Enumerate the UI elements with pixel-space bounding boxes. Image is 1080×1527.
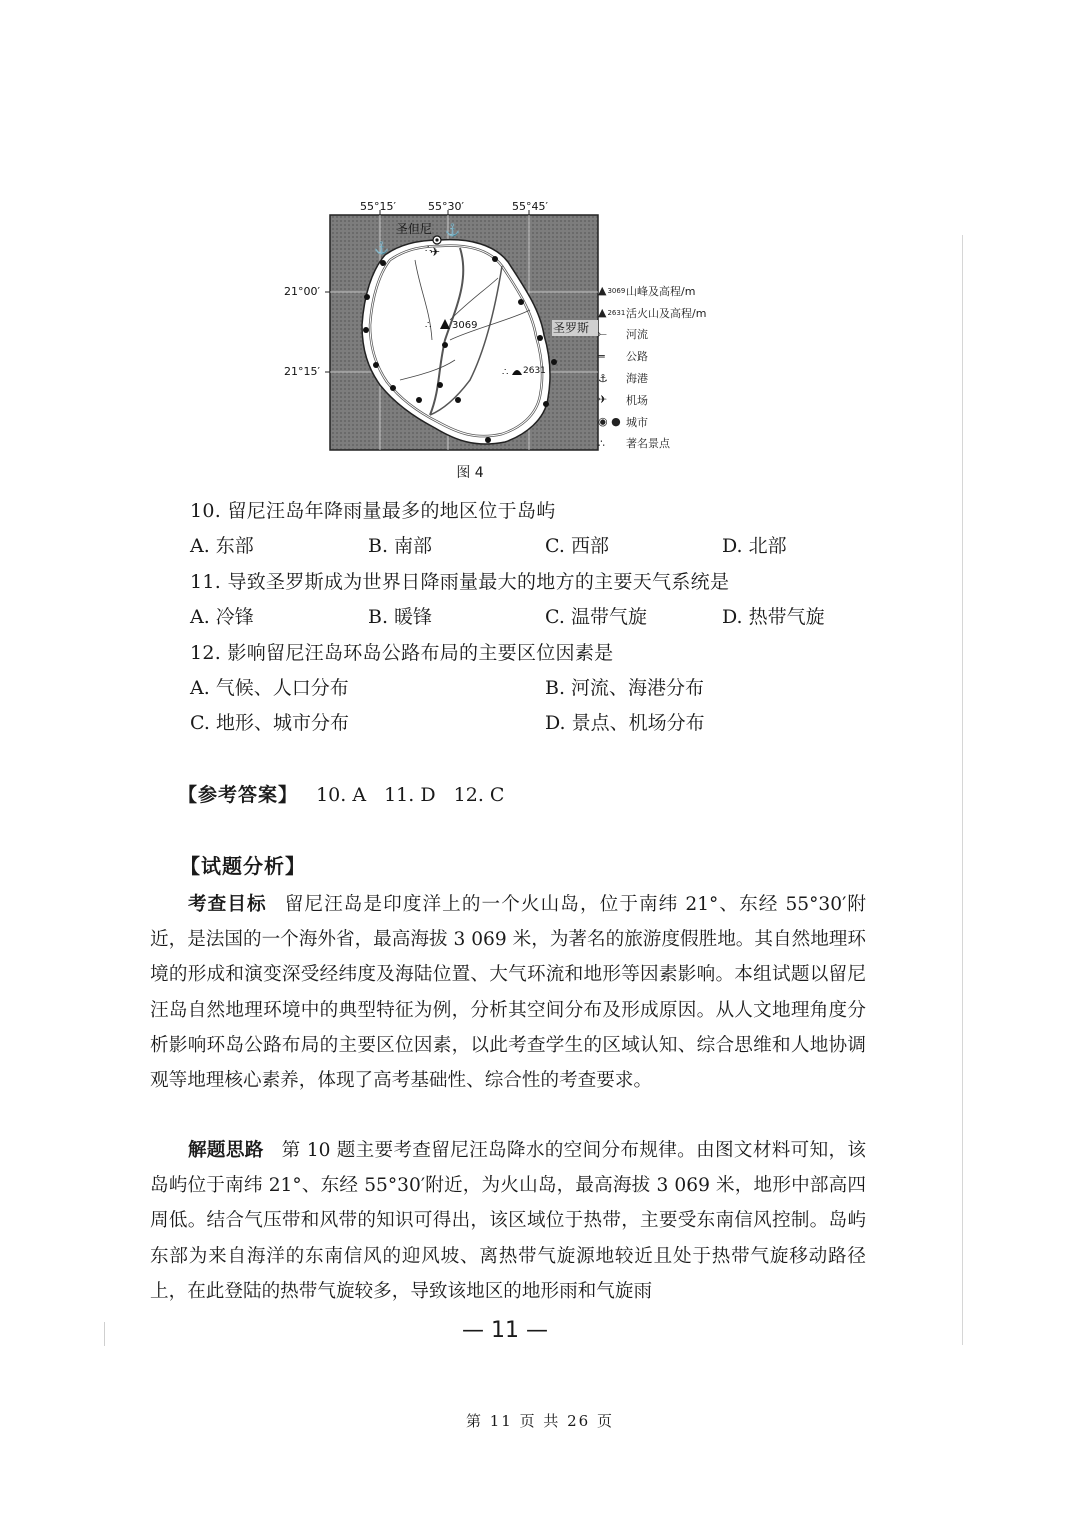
lon-label: 55°45′: [512, 200, 548, 213]
city-icon: ◉ ●: [598, 415, 621, 429]
legend-label: 山峰及高程/m: [626, 284, 696, 298]
reference-answer: [178, 780, 504, 807]
question-10-option-a: A. 东部: [190, 535, 254, 557]
question-10-option-c: C. 西部: [545, 535, 609, 557]
scenic-spot-icon: ∴: [598, 436, 605, 450]
answer-label: 【参考答案】: [178, 784, 299, 806]
place-label-east: 圣罗斯: [553, 321, 590, 335]
place-label-north: 圣但尼: [396, 222, 433, 236]
question-12-option-c: C. 地形、城市分布: [190, 712, 349, 734]
legend-item: [598, 280, 748, 302]
legend-item: [598, 389, 748, 411]
figure-caption: 图 4: [456, 465, 484, 481]
answer-item: 12. C: [453, 784, 505, 806]
scan-edge-line: [962, 235, 963, 1345]
svg-text:∴: ∴: [502, 367, 509, 378]
river-icon: ⤚: [598, 327, 607, 341]
peak-elevation: 3069: [452, 320, 478, 331]
legend-item: [598, 345, 748, 367]
mountain-peak-icon: ▲ 3069: [598, 284, 626, 298]
question-11-option-b: B. 暖锋: [368, 606, 433, 628]
road-icon: ═: [598, 349, 605, 363]
lon-label: 55°30′: [428, 200, 464, 213]
lat-label: 21°15′: [284, 365, 320, 378]
svg-text:∴: ∴: [425, 320, 432, 331]
legend-label: 城市: [626, 415, 648, 429]
legend-label: 活火山及高程/m: [626, 306, 707, 320]
question-11-option-a: A. 冷锋: [190, 606, 254, 628]
airport-icon: ✈: [598, 393, 608, 407]
legend-item: [598, 411, 748, 433]
svg-text:∴: ∴: [425, 244, 432, 255]
answer-item: 11. D: [384, 784, 436, 806]
lat-label: 21°00′: [284, 285, 320, 298]
analysis-title: 【试题分析】: [180, 854, 306, 878]
question-10-option-b: B. 南部: [368, 535, 433, 557]
svg-text:⚓: ⚓: [374, 241, 389, 255]
anchor-icon: ⚓: [598, 371, 608, 385]
page-footer: 第 11 页 共 26 页: [465, 1412, 614, 1430]
question-11-option-c: C. 温带气旋: [545, 606, 647, 628]
question-10-stem: 10. 留尼汪岛年降雨量最多的地区位于岛屿: [190, 500, 556, 522]
question-12-option-d: D. 景点、机场分布: [545, 712, 705, 734]
idea-label: 解题思路: [188, 1140, 264, 1161]
volcano-elevation: 2631: [523, 366, 546, 376]
legend-item: [598, 367, 748, 389]
question-11-stem: 11. 导致圣罗斯成为世界日降雨量最大的地方的主要天气系统是: [190, 571, 730, 593]
question-12-option-a: A. 气候、人口分布: [190, 677, 349, 699]
legend-label: 机场: [626, 393, 648, 407]
idea-paragraph: 解题思路 第 10 题主要考查留尼汪岛降水的空间分布规律。由图文材料可知，该岛屿位于南纬 21°、东经 55°30′附近，为火山岛，最高海拔 3 069 米，地形中部高四周低。结合气压带和风带的知识可得出，该区域位于热带，主要受东南信风控制。岛屿东部为来自海洋的东南信风的迎风坡、离热带气旋源地较近且处于热带气旋移动路径上，在此登陆的热带气旋较多，导致该地区的地形雨和气旋雨: [150, 1140, 866, 1302]
legend-label: 著名景点: [626, 437, 670, 451]
answer-item: 10. A: [316, 784, 367, 806]
svg-text:⚓: ⚓: [445, 223, 460, 237]
volcano-icon: ▲ 2631: [598, 306, 626, 320]
question-10-option-d: D. 北部: [722, 535, 787, 557]
goal-label: 考查目标: [188, 894, 267, 915]
legend-label: 河流: [626, 328, 648, 342]
page-number: — 11 —: [462, 1318, 548, 1343]
legend-item: [598, 302, 748, 324]
question-12-option-b: B. 河流、海港分布: [545, 677, 705, 699]
legend-label: 海港: [626, 372, 648, 386]
legend-item: [598, 433, 748, 455]
legend-label: 公路: [626, 350, 648, 364]
svg-text:✈: ✈: [430, 245, 441, 259]
question-12-stem: 12. 影响留尼汪岛环岛公路布局的主要区位因素是: [190, 642, 614, 664]
lon-label: 55°15′: [360, 200, 396, 213]
question-11-option-d: D. 热带气旋: [722, 606, 825, 628]
scan-edge-line: [104, 1322, 105, 1346]
goal-paragraph: 考查目标 留尼汪岛是印度洋上的一个火山岛，位于南纬 21°、东经 55°30′附近，是法国的一个海外省，最高海拔 3 069 米，为著名的旅游度假胜地。其自然地理环境的形成和演变深受经纬度及海陆位置、大气环流和地形等因素影响。本组试题以留尼汪岛自然地理环境中的典型特征为例，分析其空间分布及形成原因。从人文地理角度分析影响环岛公路布局的主要区位因素，以此考查学生的区域认知、综合思维和人地协调观等地理核心素养，体现了高考基础性、综合性的考查要求。: [150, 894, 866, 1092]
map-legend: [598, 280, 748, 454]
legend-item: [598, 324, 748, 346]
